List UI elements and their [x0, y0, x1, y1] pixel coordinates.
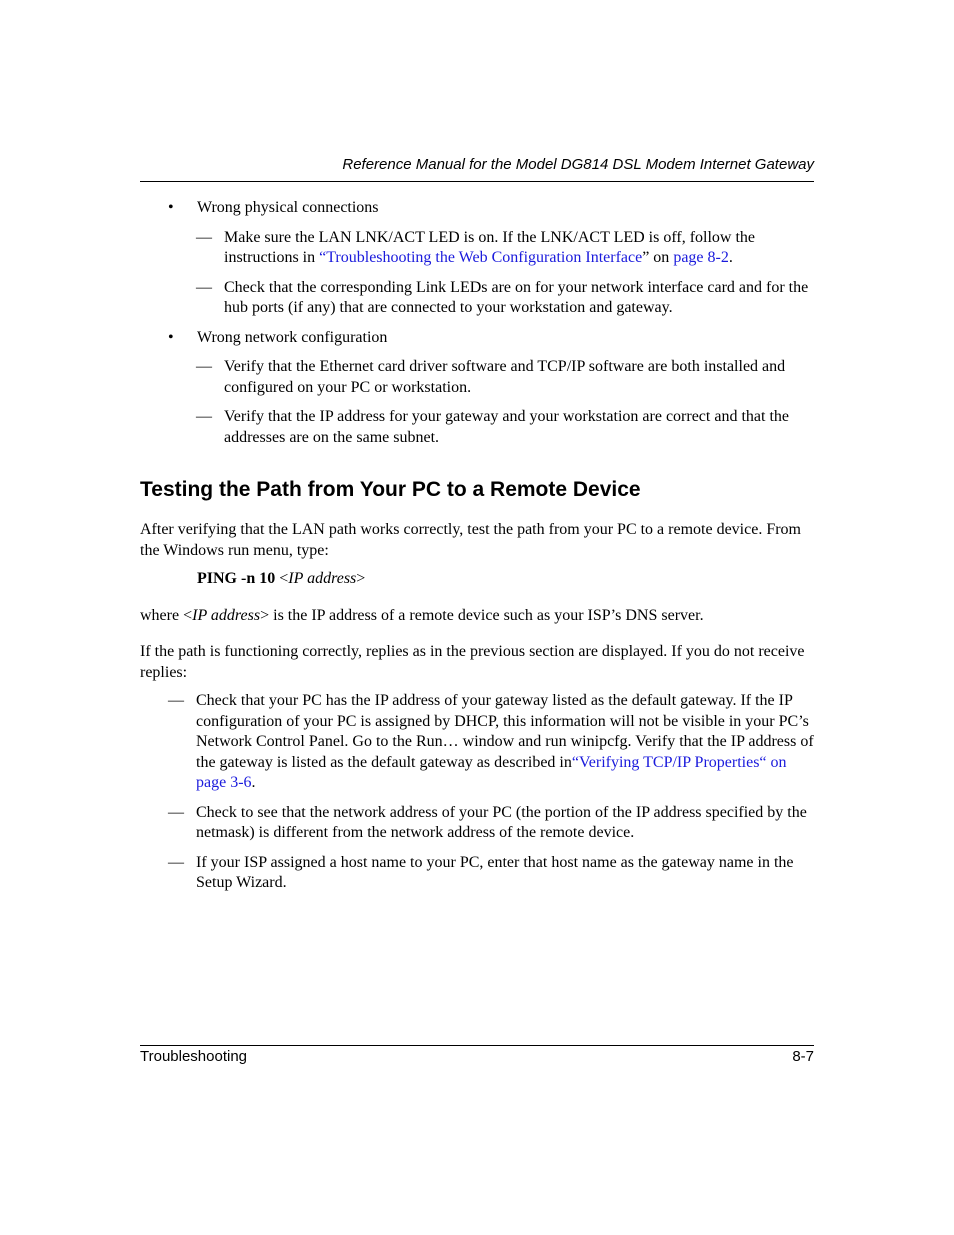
footer-page-number: 8-7 [792, 1048, 814, 1065]
bullet-text: Wrong physical connections [197, 199, 379, 216]
dash-mark: — [168, 692, 184, 709]
dash-mark: — [196, 228, 212, 246]
dash-item [140, 278, 814, 319]
dash-text: Make sure the LAN LNK/ACT LED is on. If the LNK/ACT LED is off, follow the instructions in [224, 228, 756, 266]
dash-mark: — [196, 408, 212, 425]
page-body [140, 198, 814, 903]
dash-item [140, 803, 814, 844]
command-bracket: < [275, 570, 289, 587]
dash-mark: — [196, 358, 212, 375]
where-prefix: where < [140, 606, 193, 624]
xref-link[interactable]: “Verifying TCP/IP Properties“ on page 3-6 [196, 753, 787, 791]
dash-mark: — [168, 803, 184, 821]
dash-text: Check that your PC has the IP address of your gateway listed as the default gateway. If the IP configuration of your PC is assigned by DHCP, this information will not be visible in your PC’s Network Control Panel. Go to the Run… window and run winipcfg. Verify that the IP address of the gateway is listed as the default gateway as described in [196, 692, 814, 771]
dash-item [140, 228, 814, 269]
dash-mark: — [196, 278, 212, 296]
dash-mark: — [168, 853, 184, 871]
footer-rule [140, 1045, 814, 1046]
dash-text: . [251, 774, 256, 791]
dash-text: If your ISP assigned a host name to your PC, enter that host name as the gateway name in the Setup Wizard. [196, 853, 794, 891]
page-ref-link[interactable]: page 8-2 [673, 249, 729, 266]
dash-text: ” on [642, 249, 674, 266]
dash-text: Check to see that the network address of your PC (the portion of the IP address specified by the netmask) is different from the network address of the remote device. [196, 803, 807, 841]
command-argument: IP address [288, 570, 357, 587]
section-heading: Testing the Path from Your PC to a Remote Device [140, 478, 641, 501]
bullet-mark: • [168, 328, 174, 346]
dash-item [140, 853, 814, 894]
intro-paragraph: After verifying that the LAN path works correctly, test the path from your PC to a remote device. From the Windows run menu, type: [140, 521, 801, 559]
dash-text: Verify that the IP address for your gateway and your workstation are correct and that the addresses are on the same subnet. [224, 408, 789, 446]
dash-item [140, 691, 814, 794]
if-path-paragraph: If the path is functioning correctly, replies as in the previous section are displayed. If you do not receive replies: [140, 643, 805, 681]
dash-item [140, 357, 814, 398]
bullet-mark: • [168, 199, 174, 216]
where-suffix: > is the IP address of a remote device such as your ISP’s DNS server. [260, 606, 704, 624]
dash-text: Verify that the Ethernet card driver software and TCP/IP software are both installed and configured on your PC or workstation. [224, 358, 786, 396]
running-header: Reference Manual for the Model DG814 DSL Modem Internet Gateway [342, 156, 814, 173]
xref-link[interactable]: “Troubleshooting the Web Configuration Interface [319, 249, 643, 266]
ping-command [140, 569, 814, 590]
where-argument: IP address [192, 606, 261, 624]
footer-chapter: Troubleshooting [140, 1048, 248, 1065]
command-bracket: > [356, 570, 366, 587]
dash-text: Check that the corresponding Link LEDs are on for your network interface card and for the hub ports (if any) that are connected to your workstation and gateway. [224, 278, 809, 316]
command-text: PING -n 10 [197, 570, 276, 587]
bullet-item [140, 198, 814, 219]
header-rule [140, 181, 814, 182]
bullet-text: Wrong network configuration [197, 328, 388, 346]
bullet-item [140, 328, 814, 349]
where-paragraph [140, 606, 814, 627]
dash-item [140, 407, 814, 448]
dash-text: . [728, 249, 733, 266]
